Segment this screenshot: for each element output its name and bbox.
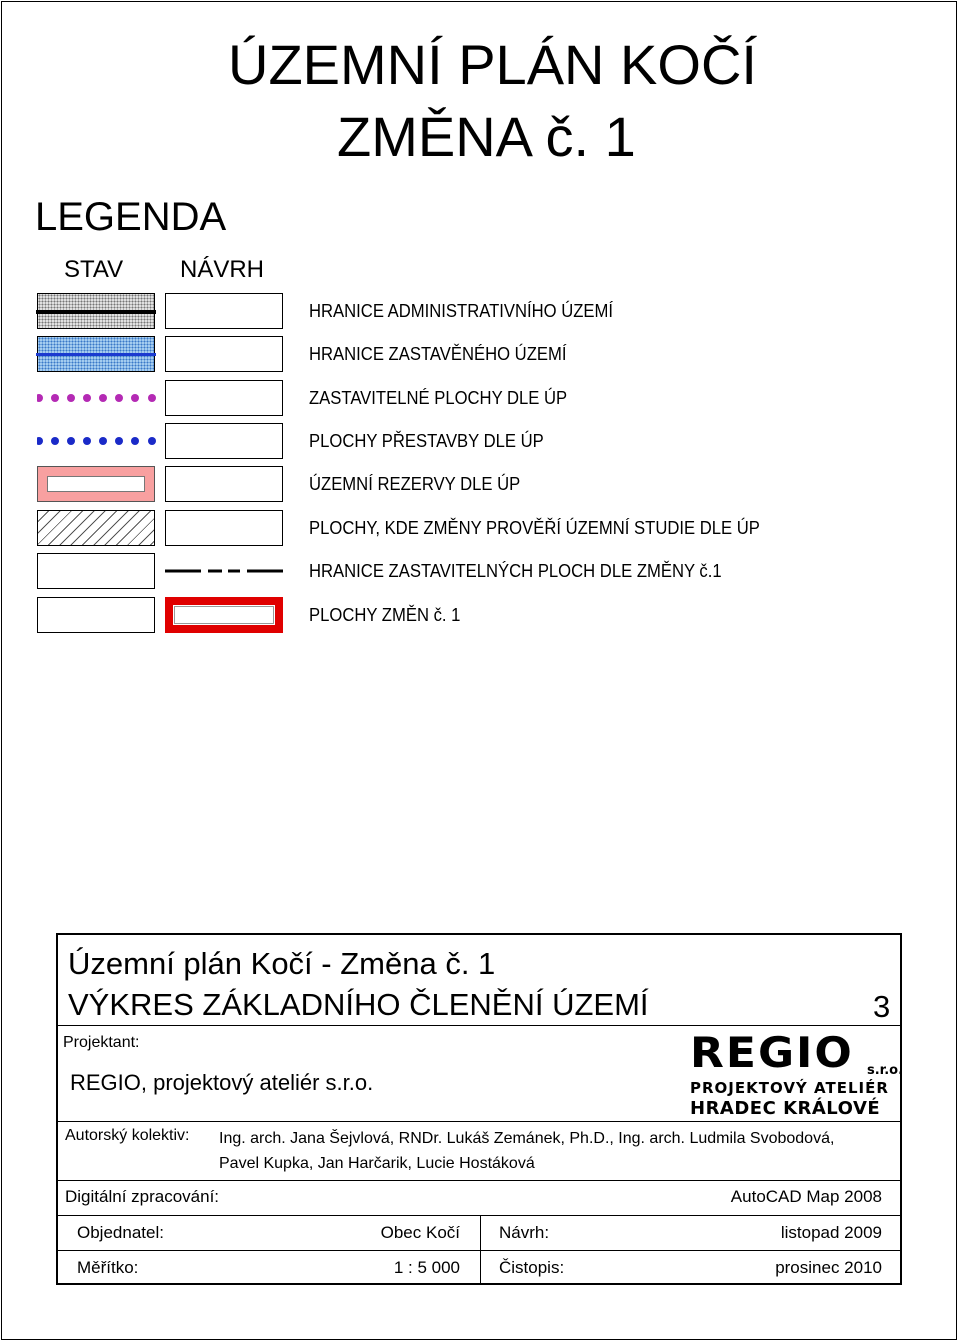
legend-label: HRANICE ZASTAVĚNÉHO ÚZEMÍ (309, 343, 567, 364)
final-value: prosinec 2010 (775, 1258, 882, 1277)
drawing-name: VÝKRES ZÁKLADNÍHO ČLENĚNÍ ÚZEMÍ (68, 987, 649, 1022)
empty-symbol-box (37, 597, 155, 633)
plan-name: Územní plán Kočí - Změna č. 1 (68, 946, 496, 981)
legend-label: HRANICE ADMINISTRATIVNÍHO ÚZEMÍ (309, 300, 614, 321)
dashed-line-symbol (165, 553, 283, 589)
legend-label: PLOCHY, KDE ZMĚNY PROVĚŘÍ ÚZEMNÍ STUDIE DLE ÚP (309, 517, 760, 538)
empty-symbol-box (165, 293, 283, 329)
logo-line2: PROJEKTOVÝ ATELIÉR (690, 1079, 889, 1097)
empty-symbol-box (165, 423, 283, 459)
scale-label: Měřítko: (77, 1258, 139, 1277)
divider (58, 1250, 900, 1251)
authors-line2: Pavel Kupka, Jan Harčarik, Lucie Hostáková (219, 1155, 535, 1172)
digital-value: AutoCAD Map 2008 (730, 1187, 882, 1206)
legend-row-study-areas (0, 510, 960, 546)
digital-label: Digitální zpracování: (65, 1187, 220, 1206)
legend-row-buildable-areas (0, 380, 960, 416)
client-label: Objednatel: (77, 1223, 164, 1242)
divider (58, 1121, 900, 1122)
drawing-number: 3 (873, 989, 891, 1024)
projektant-value: REGIO, projektový ateliér s.r.o. (70, 1070, 374, 1095)
legend-row-change-areas (0, 597, 960, 633)
draft-label: Návrh: (499, 1223, 550, 1242)
main-title-line1: ÚZEMNÍ PLÁN KOČÍ (228, 33, 757, 96)
legend-column-navrh: NÁVRH (180, 256, 265, 283)
legend-label: ZASTAVITELNÉ PLOCHY DLE ÚP (309, 387, 568, 408)
reserve-symbol (37, 466, 155, 502)
draft-value: listopad 2009 (780, 1223, 882, 1242)
final-label: Čistopis: (499, 1258, 565, 1277)
authors-label: Autorský kolektiv: (65, 1127, 190, 1144)
client-value: Obec Kočí (380, 1223, 460, 1242)
legend-label: HRANICE ZASTAVITELNÝCH PLOCH DLE ZMĚNY č.1 (309, 560, 722, 581)
change-area-symbol (165, 597, 283, 633)
divider (58, 1025, 900, 1026)
legend-row-redevelopment-areas (0, 423, 960, 459)
magenta-dots-symbol (37, 380, 155, 416)
empty-symbol-box (165, 380, 283, 416)
legend-row-built-up-boundary (0, 336, 960, 372)
projektant-label: Projektant: (63, 1034, 140, 1051)
scale-value: 1 : 5 000 (393, 1258, 460, 1277)
legend-label: ÚZEMNÍ REZERVY DLE ÚP (309, 473, 521, 494)
logo-suffix: s.r.o. (867, 1063, 904, 1078)
empty-symbol-box (165, 466, 283, 502)
legend-column-stav: STAV (64, 256, 124, 283)
built-up-boundary-symbol (37, 336, 155, 372)
regio-logo (690, 1029, 904, 1123)
divider (58, 1180, 900, 1181)
legend-row-territorial-reserves (0, 466, 960, 502)
empty-symbol-box (165, 510, 283, 546)
admin-boundary-symbol (37, 293, 155, 329)
authors-line1: Ing. arch. Jana Šejvlová, RNDr. Lukáš Zemánek, Ph.D., Ing. arch. Ludmila Svobodová, (219, 1130, 835, 1147)
main-title-line2: ZMĚNA č. 1 (337, 105, 636, 168)
legend-heading: LEGENDA (35, 195, 227, 239)
hatch-symbol (37, 510, 155, 546)
blue-dots-symbol (37, 423, 155, 459)
empty-symbol-box (165, 336, 283, 372)
title-block (56, 933, 902, 1285)
empty-symbol-box (37, 553, 155, 589)
legend-row-change-boundary (0, 553, 960, 589)
legend-label: PLOCHY PŘESTAVBY DLE ÚP (309, 430, 544, 451)
legend-label: PLOCHY ZMĚN č. 1 (309, 604, 461, 625)
logo-line3: HRADEC KRÁLOVÉ (690, 1098, 881, 1119)
divider (58, 1215, 900, 1216)
logo-name: REGIO (690, 1029, 854, 1078)
legend-row-admin-boundary (0, 293, 960, 329)
